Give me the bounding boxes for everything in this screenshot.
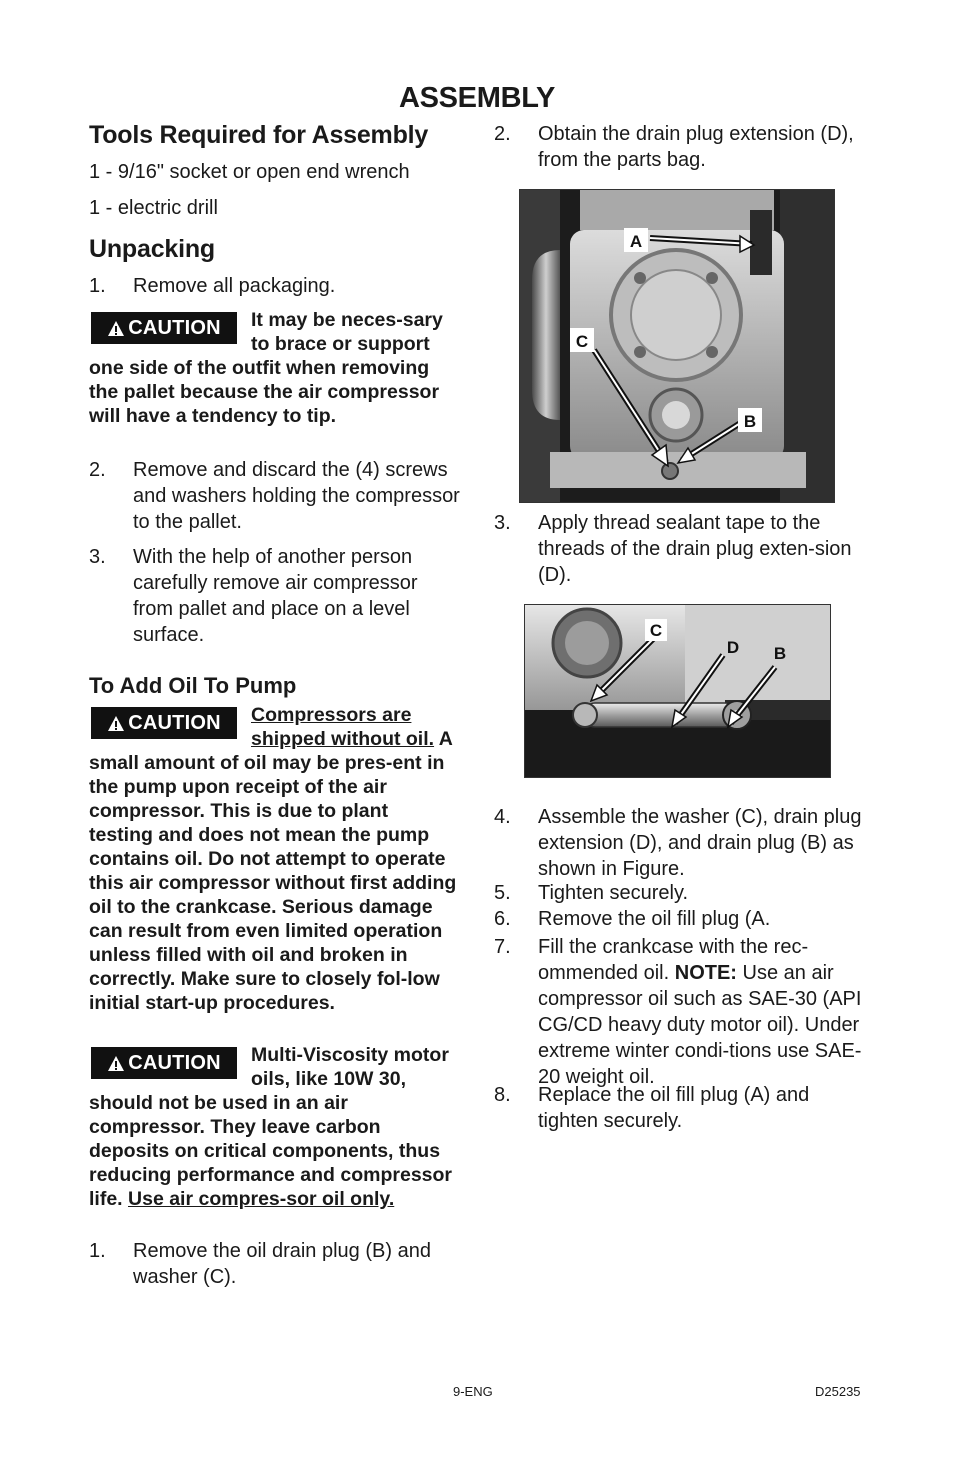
caution-warning-multi-viscosity — [89, 1043, 457, 1211]
caution-label: CAUTION — [128, 317, 221, 339]
page-title: ASSEMBLY — [398, 82, 556, 114]
drain-plug-photo-figure — [524, 604, 831, 778]
page-number: 9-ENG — [453, 1384, 493, 1399]
caution-warning-unpacking — [89, 308, 455, 428]
figure-label-c: C — [649, 621, 663, 640]
list-item — [494, 510, 866, 590]
step-text: Remove the oil drain plug (B) and washer (C). — [133, 1240, 431, 1288]
step-number: 3. — [89, 546, 106, 568]
list-item — [89, 544, 461, 650]
figure-label-a: A — [629, 232, 643, 251]
warning-triangle-icon — [107, 1055, 125, 1072]
warning-triangle-icon — [107, 715, 125, 732]
step-number: 2. — [494, 123, 511, 145]
note-label: NOTE: — [674, 962, 737, 984]
step-text: Remove the oil fill plug (A. — [538, 908, 771, 930]
pump-photo-figure — [519, 189, 835, 503]
list-item — [494, 934, 866, 1088]
oil-heading: To Add Oil To Pump — [89, 673, 297, 698]
figure-label-b: B — [773, 644, 787, 663]
caution-label: CAUTION — [128, 712, 221, 734]
list-item — [494, 880, 866, 906]
step-text: With the help of another person carefully remove air compressor from pallet and place on a level surface. — [133, 546, 418, 646]
caution-text: It may be neces-sary to brace or support one side of the outfit when removing the pallet because the air compressor will have a tendency to tip. — [89, 309, 443, 427]
step-number: 1. — [89, 275, 106, 297]
step-text: Assemble the washer (C), drain plug extension (D), and drain plug (B) as shown in Figure. — [538, 806, 862, 880]
list-item — [89, 1238, 461, 1292]
step-text: Apply thread sealant tape to the threads of the drain plug exten-sion (D). — [538, 512, 852, 586]
step-number: 3. — [494, 512, 511, 534]
step-number: 4. — [494, 806, 511, 828]
step-number: 8. — [494, 1084, 511, 1106]
step-number: 2. — [89, 459, 106, 481]
caution-underlined-text: Compressors are shipped without oil. — [251, 704, 435, 750]
step-number: 6. — [494, 908, 511, 930]
caution-badge — [91, 312, 237, 344]
figure-label-d: D — [726, 638, 740, 657]
tool-item: 1 - electric drill — [89, 197, 218, 219]
list-item — [89, 273, 461, 299]
caution-text: Multi-Viscosity motor oils, like 10W 30, should not be used in an air compressor. They leave carbon deposits on critical components, thus reducing performance and compressor life. — [89, 1044, 453, 1210]
list-item — [494, 1082, 866, 1136]
unpacking-heading: Unpacking — [89, 235, 215, 263]
warning-triangle-icon — [107, 320, 125, 337]
step-text: Replace the oil fill plug (A) and tighten securely. — [538, 1084, 810, 1132]
drain-plug-illustration — [525, 605, 830, 777]
tools-heading: Tools Required for Assembly — [89, 121, 429, 149]
figure-label-b: B — [743, 412, 757, 431]
caution-label: CAUTION — [128, 1052, 221, 1074]
list-item — [494, 121, 866, 175]
step-number: 1. — [89, 1240, 106, 1262]
step-text: Remove and discard the (4) screws and washers holding the compressor to the pallet. — [133, 459, 460, 533]
caution-badge — [91, 707, 237, 739]
list-item — [89, 457, 461, 537]
caution-underlined-text: Use air compres-sor oil only. — [128, 1188, 395, 1210]
step-text: Obtain the drain plug extension (D), from the parts bag. — [538, 123, 854, 171]
step-number: 5. — [494, 882, 511, 904]
step-text-part: Fill the crankcase with the rec-ommended oil. — [538, 936, 809, 984]
pump-illustration — [520, 190, 834, 502]
caution-text: A small amount of oil may be pres-ent in the pump upon receipt of the air compressor. This is due to plant testing and does not mean the pump contains oil. Do not attempt to operate this air compressor without first adding oil to the crankcase. Serious damage can result from even limited operation unless filled with oil and broken in correctly. Make sure to closely fol-low initial start-up procedures. — [89, 728, 457, 1014]
step-number: 7. — [494, 936, 511, 958]
tool-item: 1 - 9/16" socket or open end wrench — [89, 161, 410, 183]
list-item — [494, 804, 866, 884]
caution-warning-no-oil — [89, 703, 457, 1015]
step-text-part: Use an air compressor oil such as SAE-30 (API CG/CD heavy duty motor oil). Under extreme winter condi-tions use SAE-20 weight oil. — [538, 962, 862, 1088]
document-code: D25235 — [815, 1384, 861, 1399]
figure-label-c: C — [575, 332, 589, 351]
step-text: Remove all packaging. — [133, 275, 336, 297]
step-text: Tighten securely. — [538, 882, 689, 904]
caution-badge — [91, 1047, 237, 1079]
step-text — [538, 934, 866, 1090]
list-item — [494, 906, 866, 932]
